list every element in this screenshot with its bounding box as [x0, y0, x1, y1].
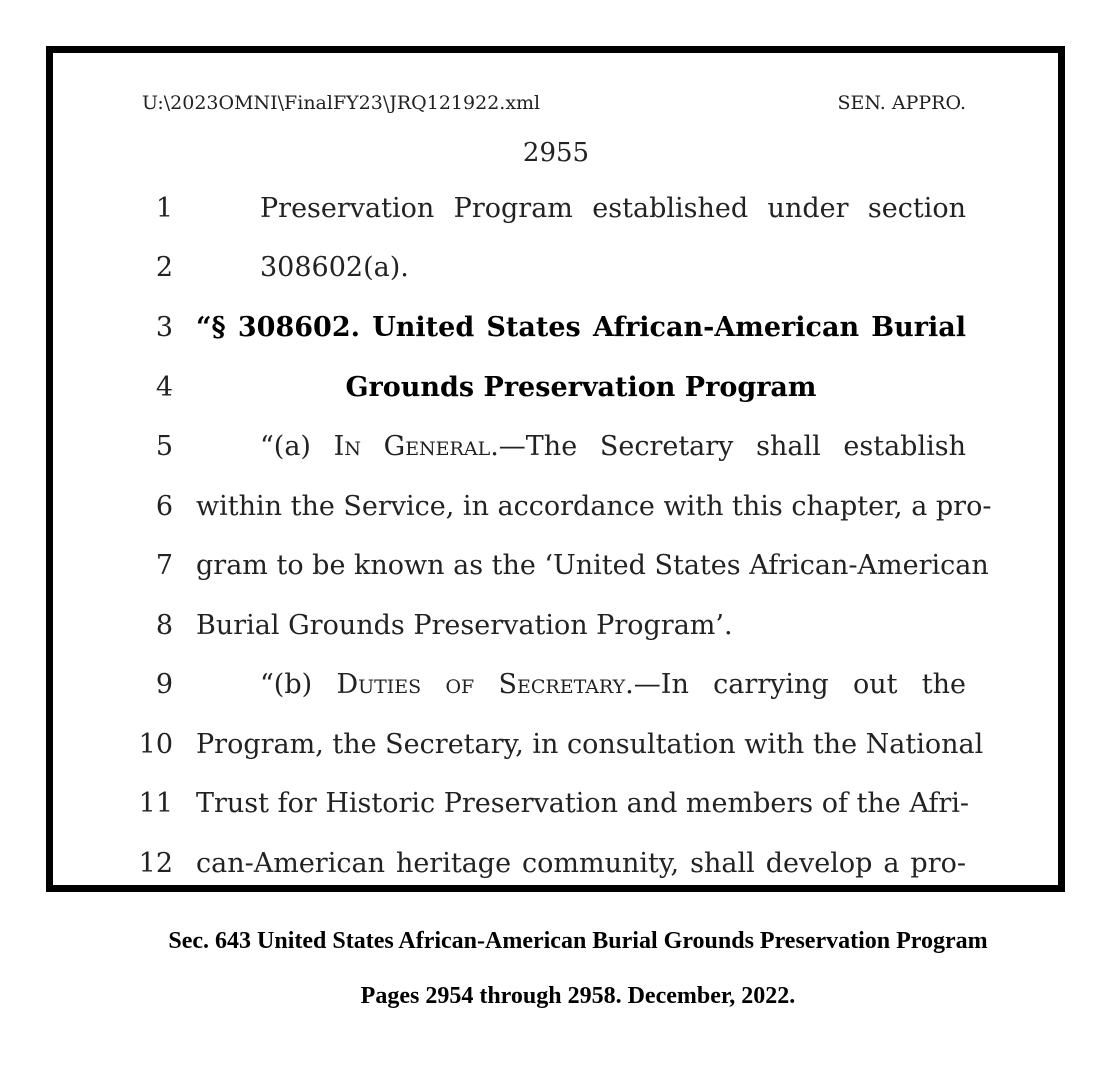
line-text [260, 430, 966, 464]
caption-pages: Pages 2954 through 2958. December, 2022. [360, 983, 796, 1009]
text-line [0, 728, 1112, 762]
committee-header: SEN. APPRO. [837, 92, 966, 114]
text-line [0, 251, 1112, 285]
line-number: 2 [155, 252, 173, 283]
line-text: Preservation Program established under section [260, 193, 966, 224]
section-heading-line [0, 371, 1112, 405]
text-line [0, 609, 1112, 643]
section-heading: “§ 308602. United States African-American Burial [196, 312, 966, 343]
text-line [0, 847, 1112, 881]
subsection-text: —In carrying out the [633, 669, 966, 700]
text-line [0, 549, 1112, 583]
line-number: 3 [155, 312, 173, 343]
line-number: 5 [155, 431, 173, 462]
text-line [0, 787, 1112, 821]
line-text [260, 668, 966, 702]
subsection-text: —The Secretary shall establish [498, 431, 966, 462]
line-number: 12 [138, 848, 173, 879]
page-number: 2955 [522, 138, 590, 168]
line-number: 6 [155, 491, 173, 522]
section-heading: Grounds Preservation Program [345, 372, 817, 403]
subsection-prefix: “(b) [260, 669, 337, 700]
line-text: Burial Grounds Preservation Program’. [196, 610, 733, 641]
text-line [0, 668, 1112, 702]
line-text: 308602(a). [260, 252, 409, 283]
line-number: 4 [155, 372, 173, 403]
line-text: gram to be known as the ‘United States African-American [196, 550, 989, 581]
line-text: within the Service, in accordance with this chapter, a pro- [196, 491, 992, 522]
line-number: 10 [138, 729, 173, 760]
text-line [0, 192, 1112, 226]
file-path-header: U:\2023OMNI\FinalFY23\JRQ121922.xml [142, 92, 541, 114]
text-line [0, 490, 1112, 524]
text-line [0, 430, 1112, 464]
line-number: 11 [138, 788, 173, 819]
line-number: 7 [155, 550, 173, 581]
subsection-heading: Duties of Secretary. [336, 669, 634, 700]
line-number: 9 [155, 669, 173, 700]
line-text: Trust for Historic Preservation and members of the Afri- [196, 788, 970, 819]
line-text: Program, the Secretary, in consultation with the National [196, 729, 984, 760]
document-page-frame [46, 46, 1065, 892]
section-heading-line [0, 311, 1112, 345]
line-number: 8 [155, 610, 173, 641]
caption-title: Sec. 643 United States African-American Burial Grounds Preservation Program [168, 928, 988, 954]
line-number: 1 [155, 193, 173, 224]
subsection-prefix: “(a) [260, 431, 334, 462]
line-text: can-American heritage community, shall develop a pro- [196, 848, 966, 879]
subsection-heading: In General. [333, 431, 499, 462]
